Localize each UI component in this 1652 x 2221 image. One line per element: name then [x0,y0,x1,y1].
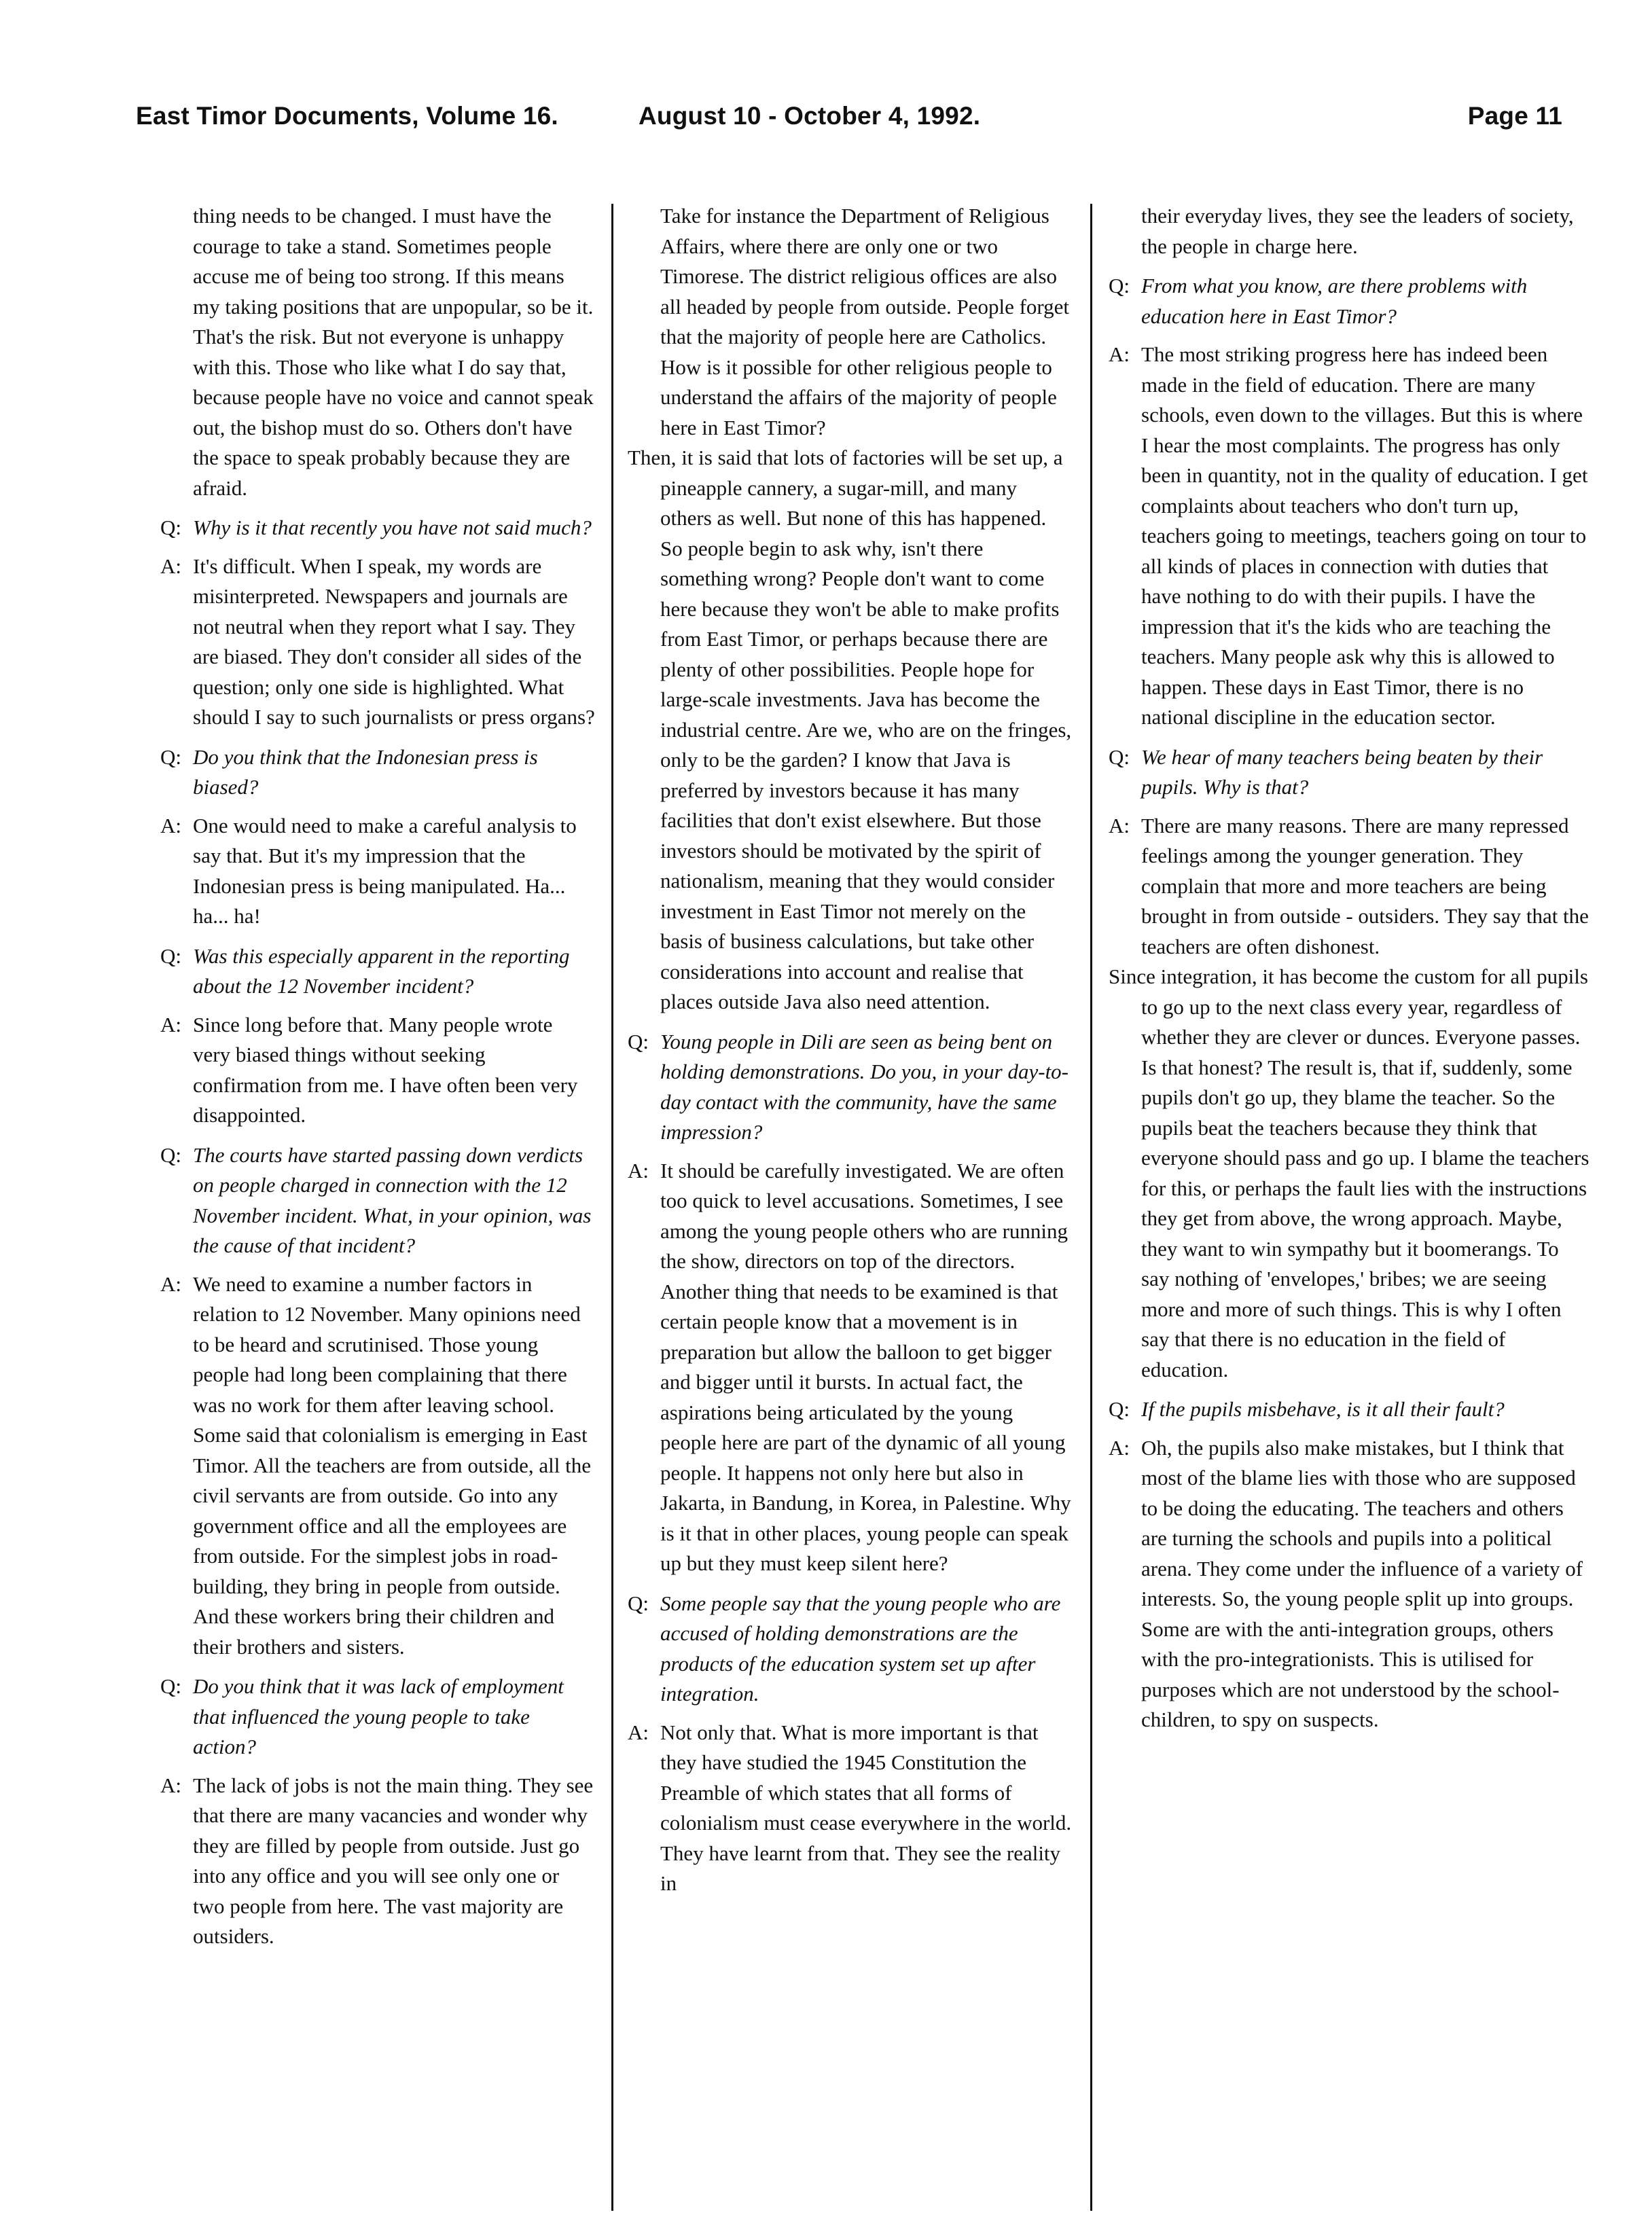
text-column-3 [1109,201,1591,1735]
question-paragraph [160,1140,595,1261]
paragraph-text: Since long before that. Many people wrote very biased things without seeking confirmation from me. I have often been very disappointed. [193,1012,578,1127]
page-number: Page 11 [1467,102,1562,130]
answer-paragraph [160,1010,595,1131]
paragraph-text: From what you know, are there problems with education here in East Timor? [1141,274,1528,328]
question-paragraph [160,1672,595,1763]
question-marker: Q: [160,1674,181,1698]
question-marker: Q: [628,1029,649,1053]
answer-marker: A: [160,813,181,837]
paragraph-text: Young people in Dili are seen as being bent on holding demonstrations. Do you, in your day-to-day contact with the community, have the same impression? [660,1029,1069,1144]
paragraph-text: thing needs to be changed. I must have the courage to take a stand. Sometimes people accuse me of being too strong. If this means my taking positions that are unpopular, so be it. That's the risk. But not everyone is unhappy with this. Those who like what I do say that, because people have no voice and cannot speak out, the bishop must do so. Others don't have the space to speak probably because they are afraid. [193,204,594,500]
body-paragraph [628,443,1073,1017]
question-marker: Q: [1109,744,1130,769]
answer-marker: A: [160,1012,181,1036]
paragraph-text: Take for instance the Department of Religious Affairs, where there are only one or two Timorese. The district religious offices are also all headed by people from outside. People forget that the majority of people here are Catholics. How is it possible for other religious people to understand the affairs of the majority of people here in East Timor? [660,204,1070,439]
publication-title: East Timor Documents, Volume 16. [136,102,558,130]
answer-paragraph [1109,1433,1591,1735]
question-paragraph [1109,742,1591,803]
question-paragraph [160,513,595,543]
paragraph-text: their everyday lives, they see the leaders of society, the people in charge here. [1141,204,1574,258]
body-paragraph [1109,962,1591,1385]
answer-paragraph [160,552,595,733]
answer-paragraph [628,1156,1073,1579]
question-marker: Q: [1109,1397,1130,1421]
paragraph-text: There are many reasons. There are many repressed feelings among the younger generation. They complain that more and more teachers are being brought in from outside - outsiders. They say that the teachers are often dishonest. [1141,813,1589,958]
question-marker: Q: [160,943,181,968]
paragraph-text: Then, it is said that lots of factories will be set up, a pineapple cannery, a sugar-mill, and many others as well. But none of this has happened. So people begin to ask why, isn't there something wrong? People don't want to come here because they won't be able to make profits from East Timor, or perhaps because there are plenty of other possibilities. People hope for large-scale investments. Java has become the industrial centre. Are we, who are on the fringes, only to be the garden? I know that Java is preferred by investors because it has many facilities that don't exist elsewhere. But those investors should be motivated by the spirit of nationalism, meaning that they would consider investment in East Timor not merely on the basis of business calculations, but take other considerations into account and realise that places outside Java also need attention. [628,446,1072,1013]
answer-marker: A: [160,554,181,578]
answer-paragraph [160,1269,595,1663]
page-header [136,102,1562,143]
paragraph-text: Was this especially apparent in the reporting about the 12 November incident? [193,943,570,998]
publication-dates: August 10 - October 4, 1992. [639,102,981,130]
text-column-2 [628,201,1073,1899]
column-divider-1 [611,204,613,2211]
paragraph-text: Do you think that the Indonesian press is biased? [193,744,538,799]
continued-paragraph [628,201,1073,443]
continued-paragraph [1109,201,1591,261]
text-column-1 [160,201,595,1952]
question-paragraph [628,1589,1073,1710]
paragraph-text: It should be carefully investigated. We are often too quick to level accusations. Sometimes, I see among the young people others who are running the show, directors on top of the directors. Another thing that needs to be examined is that certain people know that a movement is in preparation but allow the balloon to get bigger and bigger until it bursts. In actual fact, the aspirations being articulated by the young people here are part of the dynamic of all young people. It happens not only here but also in Jakarta, in Bandung, in Korea, in Palestine. Why is it that in other places, young people can speak up but they must keep silent here? [660,1158,1071,1575]
answer-paragraph [160,1771,595,1952]
paragraph-text: If the pupils misbehave, is it all their fault? [1141,1397,1505,1421]
paragraph-text: We hear of many teachers being beaten by their pupils. Why is that? [1141,744,1543,799]
answer-paragraph [1109,811,1591,962]
answer-marker: A: [160,1271,181,1296]
column-divider-2 [1090,204,1092,2211]
answer-paragraph [1109,340,1591,733]
question-paragraph [1109,271,1591,331]
paragraph-text: One would need to make a careful analysis to say that. But it's my impression that the Indonesian press is being manipulated. Ha... ha... ha! [193,813,577,928]
question-marker: Q: [628,1591,649,1615]
answer-marker: A: [1109,813,1130,837]
continued-paragraph [160,201,595,503]
answer-marker: A: [160,1773,181,1797]
paragraph-text: Do you think that it was lack of employment that influenced the young people to take action? [193,1674,564,1758]
paragraph-text: We need to examine a number factors in relation to 12 November. Many opinions need to be heard and scrutinised. Those young people had long been complaining that there was no work for them after leaving school. Some said that colonialism is emerging in East Timor. All the teachers are from outside, all the civil servants are from outside. Go into any government office and all the employees are from outside. For the simplest jobs in road-building, they bring in people from outside. And these workers bring their children and their brothers and sisters. [193,1271,592,1659]
answer-marker: A: [1109,1435,1130,1460]
question-paragraph [160,941,595,1002]
answer-marker: A: [628,1720,649,1744]
answer-marker: A: [1109,342,1130,366]
question-marker: Q: [160,1142,181,1167]
question-marker: Q: [160,744,181,769]
question-paragraph [628,1027,1073,1148]
paragraph-text: Since integration, it has become the custom for all pupils to go up to the next class every year, regardless of whether they are clever or dunces. Everyone passes. Is that honest? The result is, that if, suddenly, some pupils don't go up, they blame the teacher. So the pupils beat the teachers because they think that everyone should pass and go up. I blame the teachers for this, or perhaps the fault lies with the instructions they get from above, the wrong approach. Maybe, they want to win sympathy but it boomerangs. To say nothing of 'envelopes,' bribes; we are seeing more and more of such things. This is why I often say that there is no education in the field of education. [1109,964,1590,1382]
paragraph-text: The lack of jobs is not the main thing. They see that there are many vacancies and wonder why they are filled by people from outside. Just go into any office and you will see only one or two people from here. The vast majority are outsiders. [193,1773,594,1948]
question-marker: Q: [1109,274,1130,297]
answer-paragraph [160,811,595,932]
paragraph-text: Some people say that the young people who are accused of holding demonstrations are the products of the education system set up after integration. [660,1591,1061,1705]
question-paragraph [160,742,595,803]
question-paragraph [1109,1394,1591,1425]
paragraph-text: It's difficult. When I speak, my words are misinterpreted. Newspapers and journals are not neutral when they report what I say. They are biased. They don't consider all sides of the question; only one side is highlighted. What should I say to such journalists or press organs? [193,554,595,729]
paragraph-text: Oh, the pupils also make mistakes, but I think that most of the blame lies with those who are supposed to be doing the educating. The teachers and others are turning the schools and pupils into a political arena. They come under the influence of a variety of interests. So, the young people split up into groups. Some are with the anti-integration groups, others with the pro-integrationists. This is utilised for purposes which are not understood by the school-children, to spy on suspects. [1141,1435,1583,1731]
paragraph-text: Not only that. What is more important is that they have studied the 1945 Constitution the Preamble of which states that all forms of colonialism must cease everywhere in the world. They have learnt from that. They see the reality in [660,1720,1072,1895]
answer-marker: A: [628,1158,649,1182]
paragraph-text: Why is it that recently you have not said much? [193,516,592,539]
question-marker: Q: [160,516,181,539]
answer-paragraph [628,1718,1073,1899]
paragraph-text: The courts have started passing down verdicts on people charged in connection with the 12 November incident. What, in your opinion, was the cause of that incident? [193,1142,592,1257]
paragraph-text: The most striking progress here has indeed been made in the field of education. There are many schools, even down to the villages. But this is where I hear the most complaints. The progress has only been in quantity, not in the quality of education. I get complaints about teachers who don't turn up, teachers going to meetings, teachers going on tour to all kinds of places in connection with duties that have nothing to do with their pupils. I have the impression that it's the kids who are teaching the teachers. Many people ask why this is allowed to happen. These days in East Timor, there is no national discipline in the education sector. [1141,342,1588,729]
